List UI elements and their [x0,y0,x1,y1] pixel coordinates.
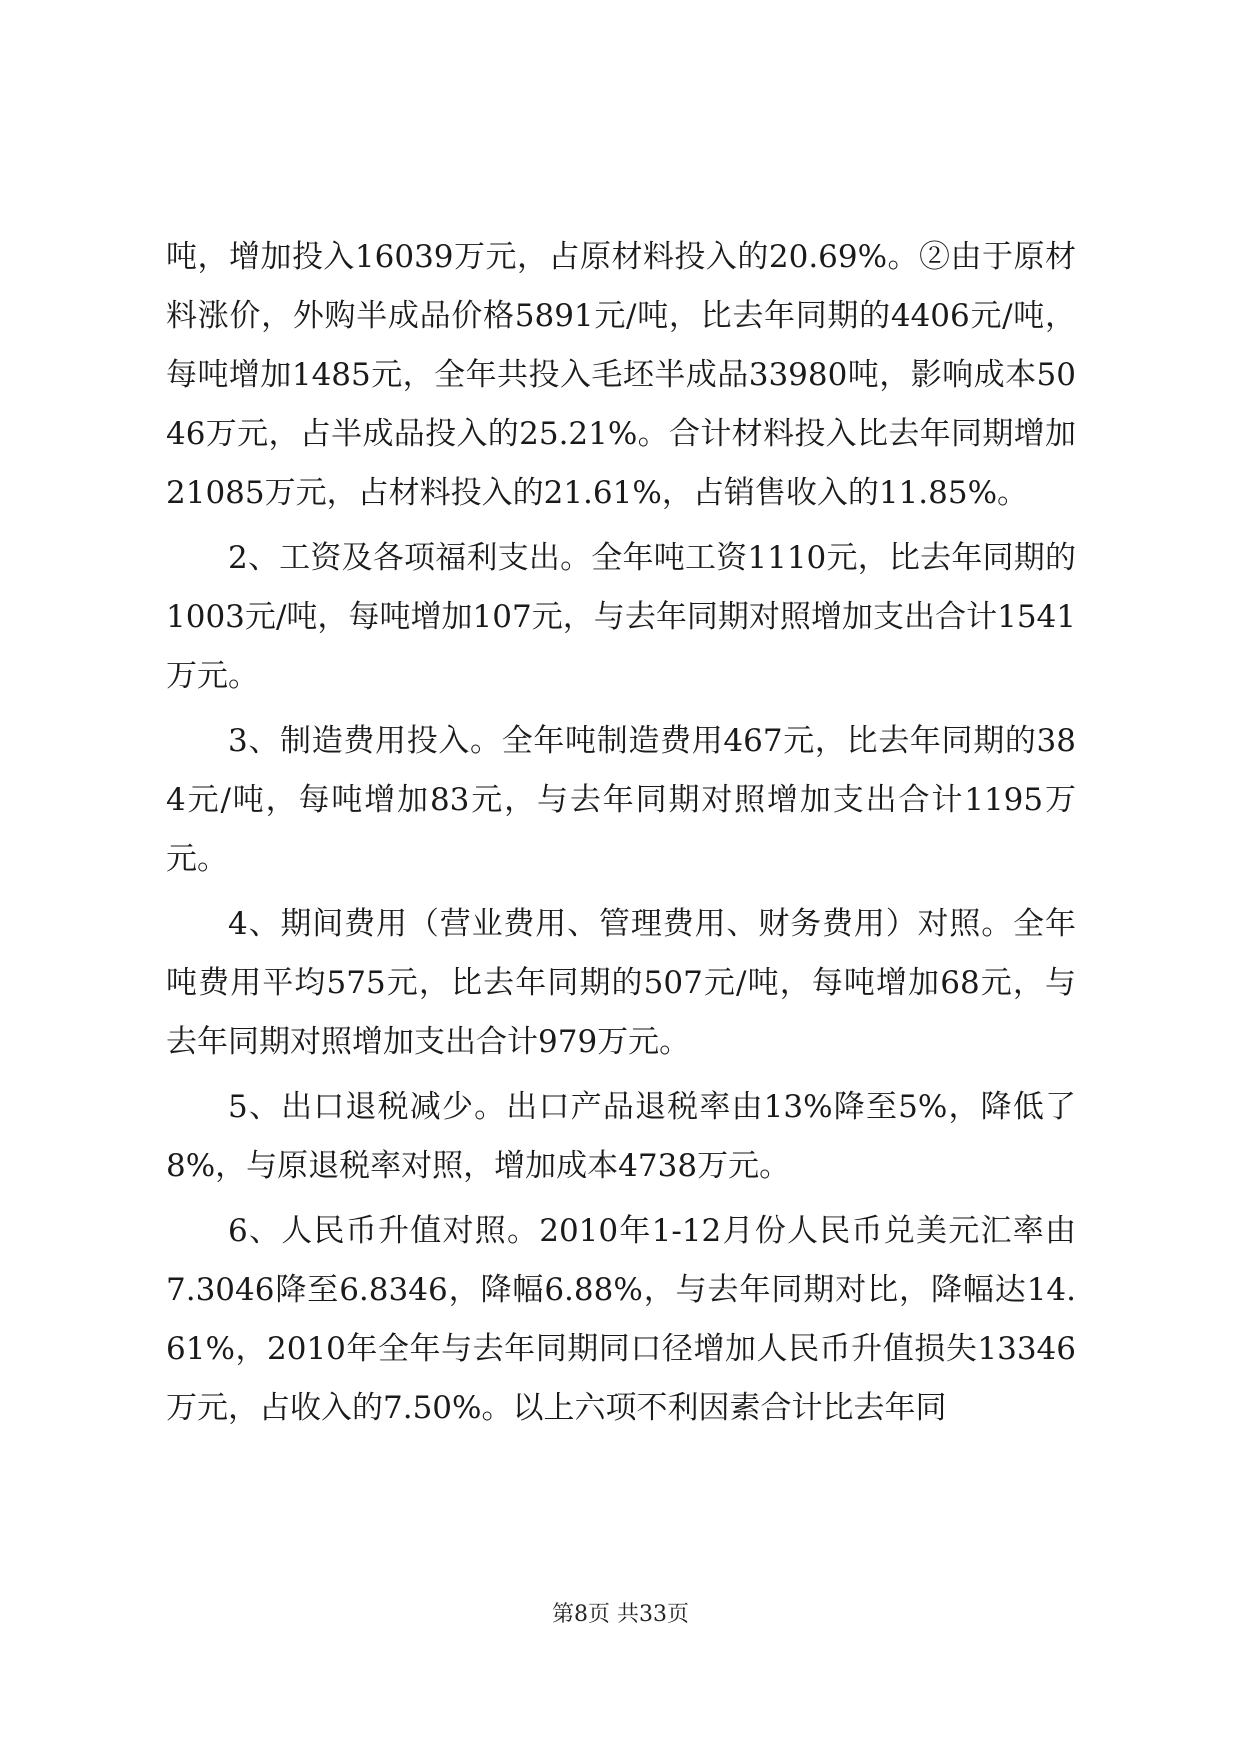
paragraph-rmb-appreciation: 6、人民币升值对照。2010年1-12月份人民币兑美元汇率由7.3046降至6.8346，降幅6.88%，与去年同期对比，降幅达14.61%，2010年全年与去年同期同口径增加人民币升值损失13346万元，占收入的7.50%。以上六项不利因素合计比去年同 [166,1213,1076,1426]
page-number-footer: 第8页 共33页 [552,1602,689,1627]
body-text [166,228,1076,1438]
paragraph-continuation: 吨，增加投入16039万元，占原材料投入的20.69%。②由于原材料涨价，外购半成品价格5891元/吨，比去年同期的4406元/吨，每吨增加1485元，全年共投入毛坯半成品33980吨，影响成本5046万元，占半成品投入的25.21%。合计材料投入比去年同期增加21085万元，占材料投入的21.61%，占销售收入的11.85%。 [166,239,1076,511]
paragraph-manufacturing-cost: 3、制造费用投入。全年吨制造费用467元，比去年同期的384元/吨，每吨增加83元，与去年同期对照增加支出合计1195万元。 [166,723,1076,877]
paragraph-export-tax-rebate: 5、出口退税减少。出口产品退税率由13%降至5%，降低了8%，与原退税率对照，增加成本4738万元。 [166,1089,1076,1184]
paragraph-period-expenses: 4、期间费用（营业费用、管理费用、财务费用）对照。全年吨费用平均575元，比去年同期的507元/吨，每吨增加68元，与去年同期对照增加支出合计979万元。 [166,906,1076,1060]
paragraph-wages: 2、工资及各项福利支出。全年吨工资1110元，比去年同期的1003元/吨，每吨增加107元，与去年同期对照增加支出合计1541万元。 [166,540,1076,694]
